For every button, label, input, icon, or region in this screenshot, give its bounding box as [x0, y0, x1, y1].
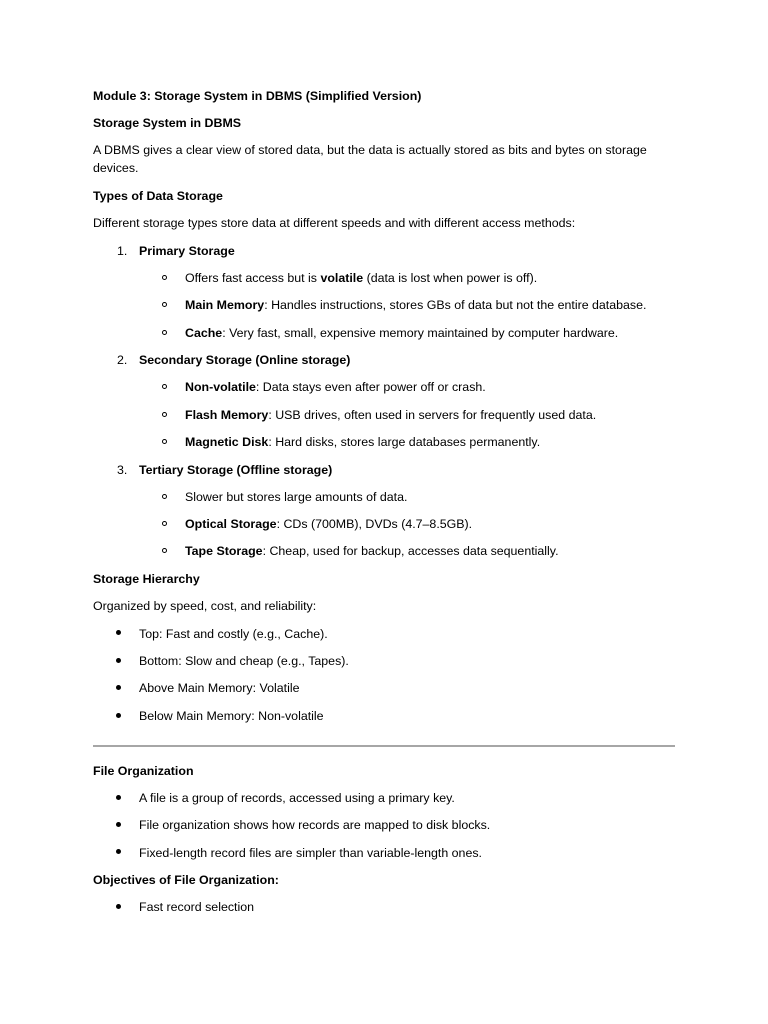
bullet-icon: [116, 822, 121, 827]
tertiary-storage-label: Tertiary Storage (Offline storage): [139, 463, 333, 477]
types-intro: Different storage types store data at different speeds and with different access methods:: [93, 216, 576, 230]
hollow-bullet-icon: [162, 439, 167, 444]
bullet-icon: [116, 685, 121, 690]
primary-storage-label: Primary Storage: [139, 244, 235, 258]
list-item: Offers fast access but is volatile (data is lost when power is off).: [185, 271, 538, 285]
storage-system-heading: Storage System in DBMS: [93, 116, 242, 130]
bullet-icon: [116, 849, 121, 854]
list-item: Below Main Memory: Non-volatile: [139, 709, 324, 723]
bullet-icon: [116, 904, 121, 909]
hollow-bullet-icon: [162, 494, 167, 499]
list-item: Top: Fast and costly (e.g., Cache).: [139, 627, 328, 641]
list-item: Bottom: Slow and cheap (e.g., Tapes).: [139, 654, 349, 668]
hollow-bullet-icon: [162, 330, 167, 335]
storage-hierarchy-intro: Organized by speed, cost, and reliability:: [93, 599, 317, 613]
list-item: Flash Memory: USB drives, often used in servers for frequently used data.: [185, 408, 597, 422]
types-heading: Types of Data Storage: [93, 189, 223, 203]
storage-hierarchy-heading: Storage Hierarchy: [93, 572, 200, 586]
list-item: Non-volatile: Data stays even after power off or crash.: [185, 380, 486, 394]
storage-system-paragraph-line-2: devices.: [93, 161, 139, 175]
horizontal-divider: [93, 745, 675, 747]
list-item: Cache: Very fast, small, expensive memory maintained by computer hardware.: [185, 326, 619, 340]
hollow-bullet-icon: [162, 412, 167, 417]
secondary-storage-label: Secondary Storage (Online storage): [139, 353, 351, 367]
bullet-icon: [116, 795, 121, 800]
list-item: Slower but stores large amounts of data.: [185, 490, 408, 504]
list-number: 3.: [117, 463, 128, 477]
objectives-heading: Objectives of File Organization:: [93, 873, 279, 887]
bullet-icon: [116, 630, 121, 635]
list-number: 2.: [117, 353, 128, 367]
bullet-icon: [116, 658, 121, 663]
list-item: Main Memory: Handles instructions, stores GBs of data but not the entire database.: [185, 298, 647, 312]
list-item: File organization shows how records are mapped to disk blocks.: [139, 818, 491, 832]
list-item: Magnetic Disk: Hard disks, stores large databases permanently.: [185, 435, 541, 449]
file-organization-heading: File Organization: [93, 764, 194, 778]
list-item: Optical Storage: CDs (700MB), DVDs (4.7–8.5GB).: [185, 517, 473, 531]
list-item: Fixed-length record files are simpler than variable-length ones.: [139, 846, 482, 860]
bullet-icon: [116, 713, 121, 718]
hollow-bullet-icon: [162, 548, 167, 553]
list-number: 1.: [117, 244, 128, 258]
hollow-bullet-icon: [162, 521, 167, 526]
list-item: A file is a group of records, accessed using a primary key.: [139, 791, 455, 805]
hollow-bullet-icon: [162, 275, 167, 280]
storage-system-paragraph-line-1: A DBMS gives a clear view of stored data, but the data is actually stored as bits and bytes on storage: [93, 143, 647, 157]
list-item: Above Main Memory: Volatile: [139, 681, 300, 695]
hollow-bullet-icon: [162, 302, 167, 307]
list-item: Tape Storage: Cheap, used for backup, accesses data sequentially.: [185, 544, 559, 558]
hollow-bullet-icon: [162, 384, 167, 389]
list-item: Fast record selection: [139, 900, 255, 914]
document-title: Module 3: Storage System in DBMS (Simplified Version): [93, 89, 422, 103]
